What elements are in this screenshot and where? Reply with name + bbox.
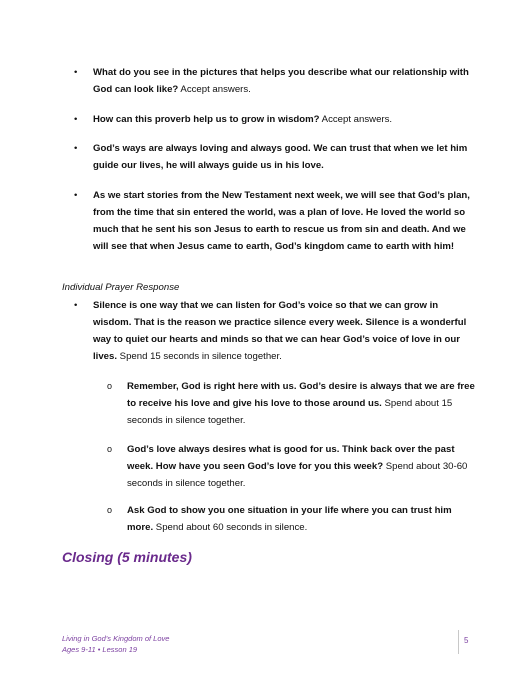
sub-bullet-instruction: Spend about 15 seconds in silence together. <box>127 398 453 426</box>
prayer-text: Silence is one way that we can listen for God’s voice so that we can grow in wisdom. That is the reason we practice silence every week. Silence is a wonderful way to quiet our hearts and minds so that we can hear God’s voice of love in our lives. <box>93 300 467 362</box>
bullet-answer-note: Accept answers. <box>178 84 251 95</box>
bullet-statement: God’s ways are always loving and always good. We can trust that when we let him guide our lives, he will always guide us in his love. <box>93 143 468 171</box>
bullet-answer-note: Accept answers. <box>319 114 393 125</box>
footer-title-block <box>62 633 169 655</box>
sub-bullet-2 <box>107 441 479 492</box>
discussion-bullet-3 <box>76 140 476 174</box>
sub-bullet-prompt: Ask God to show you one situation in your life where you can trust him more. <box>127 505 452 533</box>
bullet-question: How can this proverb help us to grow in wisdom? <box>93 114 320 125</box>
prayer-instruction: Spend 15 seconds in silence together. <box>117 351 282 362</box>
page-number: 5 <box>464 636 469 645</box>
bullet-dot: • <box>74 300 78 311</box>
closing-heading: Closing (5 minutes) <box>62 549 192 565</box>
sub-bullet-marker: o <box>107 444 113 454</box>
discussion-bullet-1 <box>76 64 476 98</box>
footer-course-title: Living in God’s Kingdom of Love <box>62 634 170 643</box>
section-label: Individual Prayer Response <box>62 282 180 293</box>
sub-bullet-1 <box>107 378 479 429</box>
sub-bullet-marker: o <box>107 381 113 391</box>
sub-bullet-3 <box>107 502 479 536</box>
sub-bullet-instruction: Spend about 60 seconds in silence. <box>153 522 308 533</box>
footer-divider <box>458 630 459 654</box>
bullet-dot: • <box>74 143 78 154</box>
sub-bullet-prompt: Remember, God is right here with us. God’s desire is always that we are free to receive his love and give his love to those around us. <box>127 381 475 409</box>
discussion-bullet-2 <box>76 111 476 128</box>
footer-lesson-info: Ages 9-11 • Lesson 19 <box>62 645 138 654</box>
sub-bullet-instruction: Spend about 30-60 seconds in silence together. <box>127 461 468 489</box>
sub-bullet-prompt: God’s love always desires what is good for us. Think back over the past week. How have you seen God’s love for you this week? <box>127 444 455 472</box>
bullet-dot: • <box>74 67 78 78</box>
bullet-dot: • <box>74 114 78 125</box>
bullet-question: What do you see in the pictures that helps you describe what our relationship with God can look like? <box>93 67 469 95</box>
bullet-statement: As we start stories from the New Testament next week, we will see that God’s plan, from the time that sin entered the world, was a plan of love. He loved the world so much that he sent his son Jesus to earth to rescue us from sin and death. And we will see that when Jesus came to earth, God’s kingdom came to earth with him! <box>93 190 470 252</box>
prayer-bullet <box>76 297 476 365</box>
sub-bullet-marker: o <box>107 505 113 515</box>
bullet-dot: • <box>74 190 78 201</box>
discussion-bullet-4 <box>76 187 476 255</box>
